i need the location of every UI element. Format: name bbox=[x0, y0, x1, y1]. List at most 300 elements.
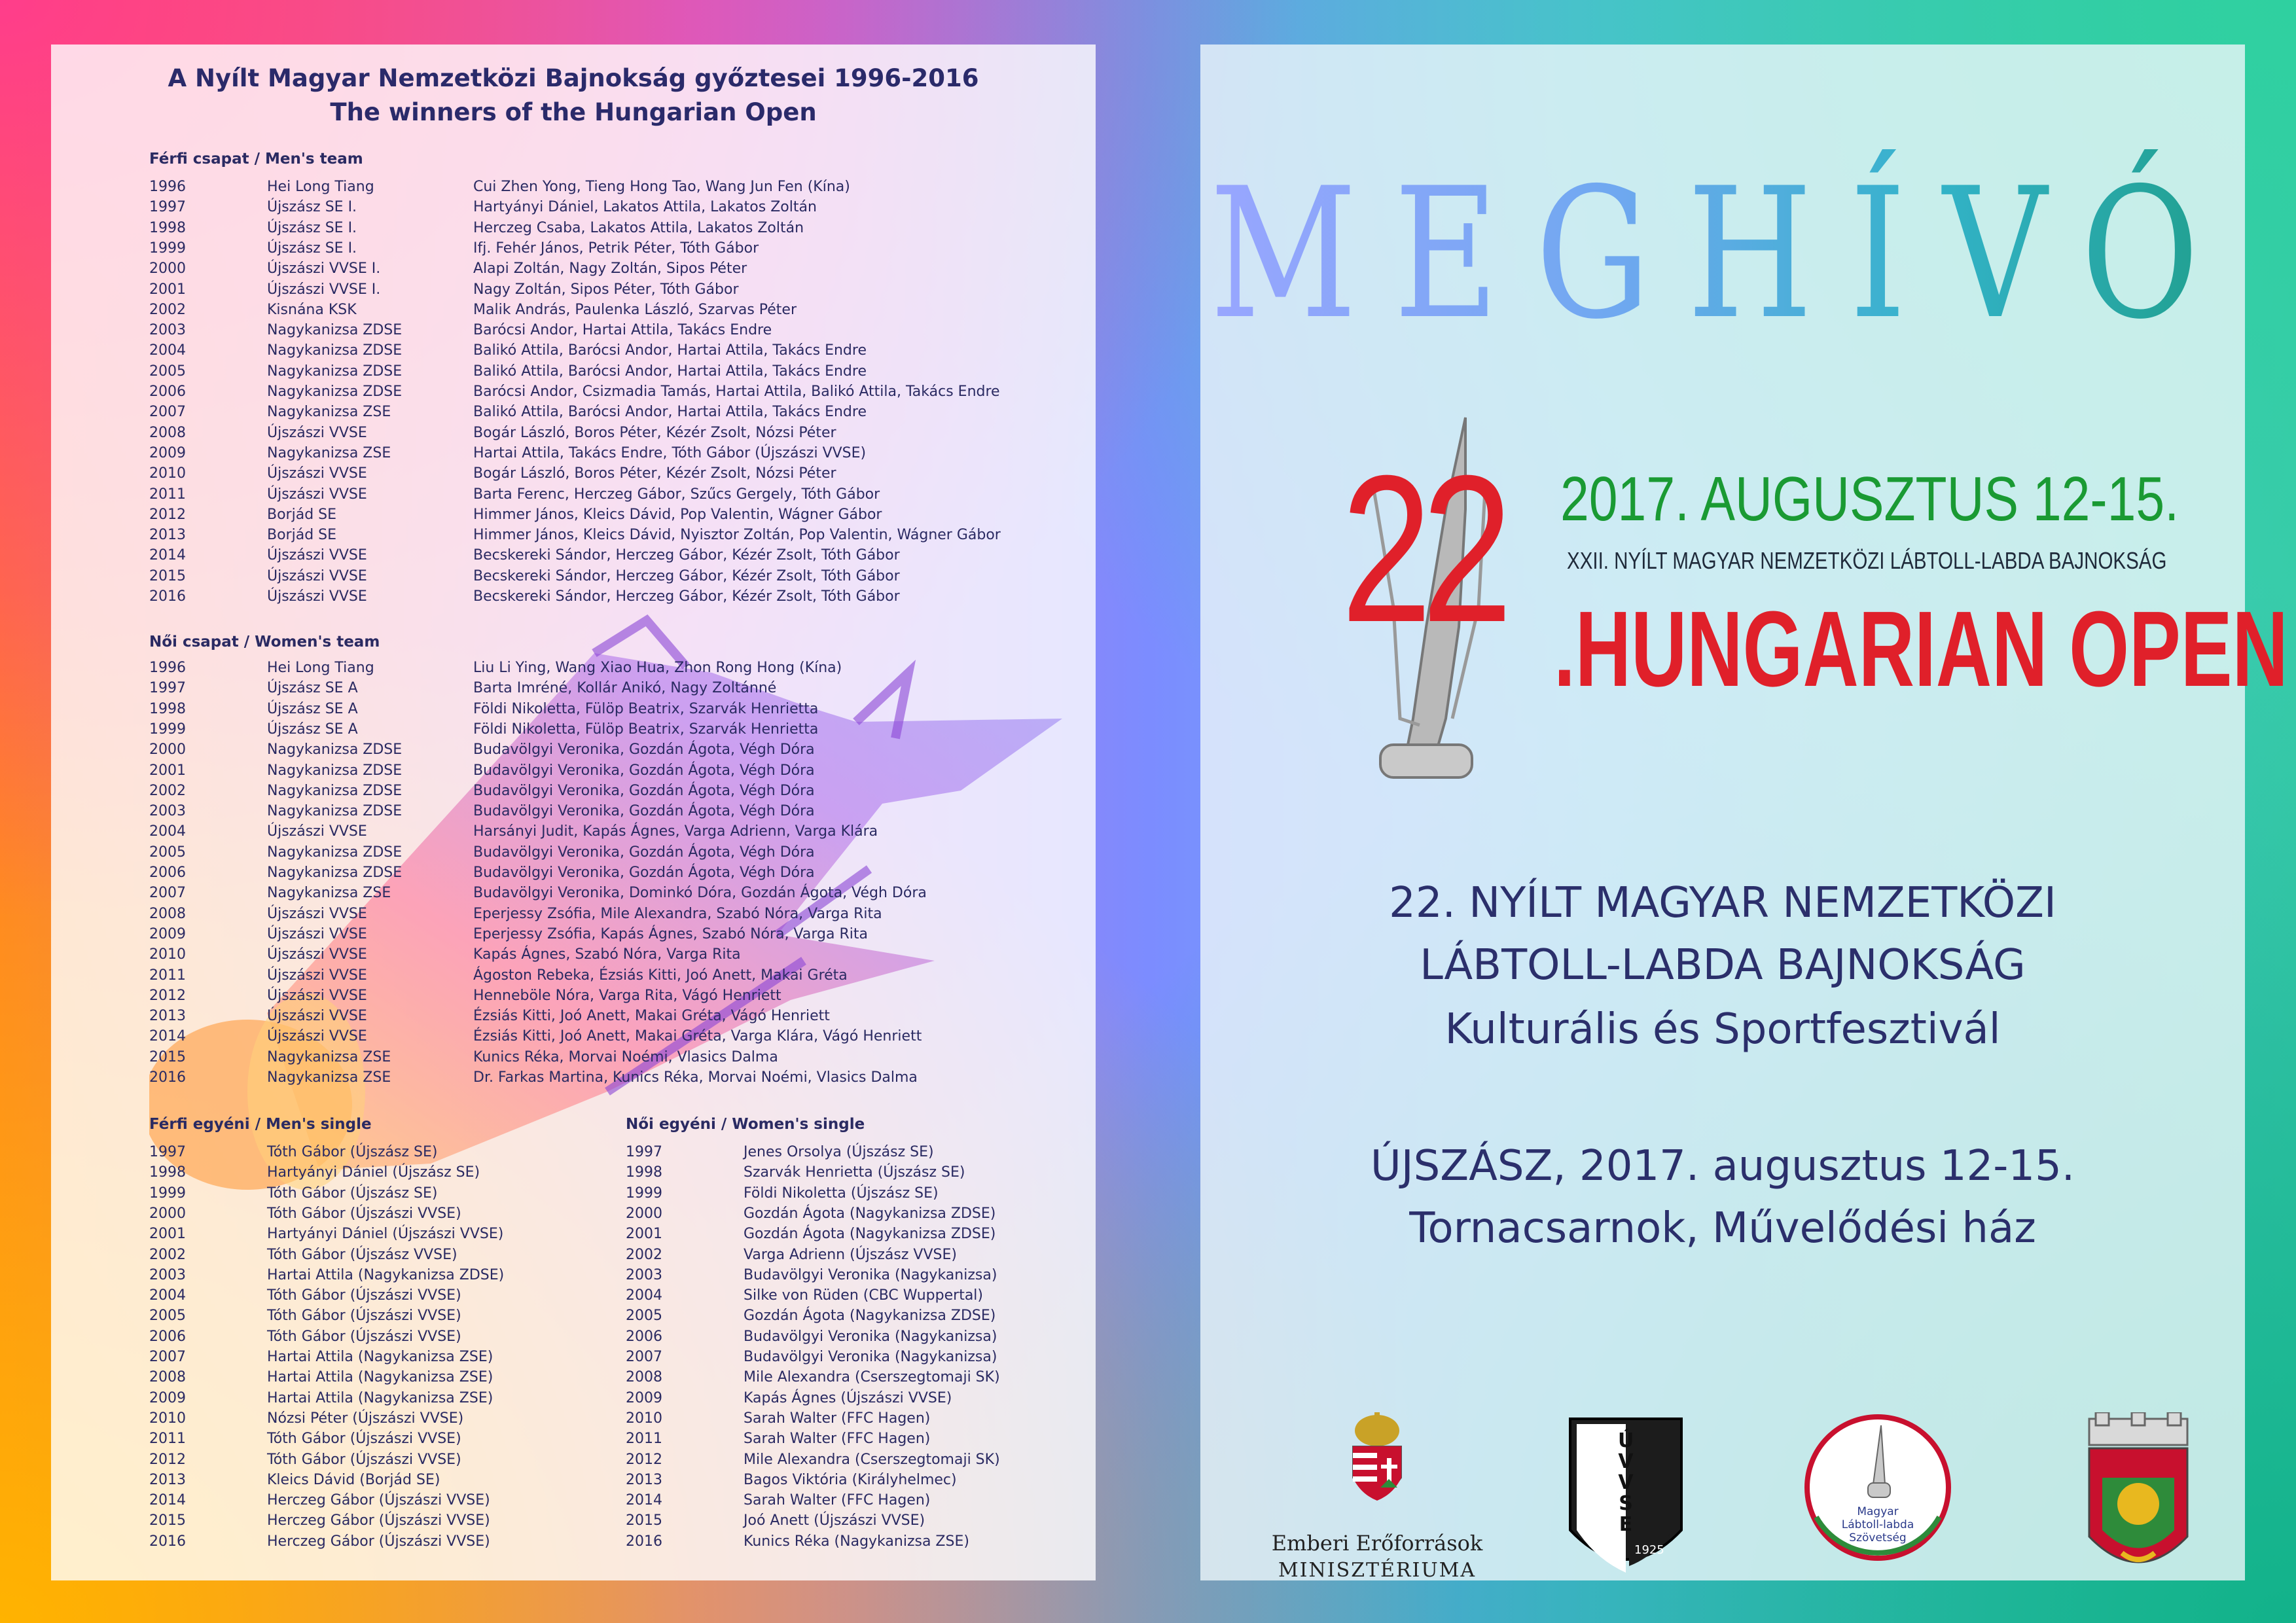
womens-team-year: 1996 bbox=[149, 660, 186, 676]
winners-title-hu: A Nyílt Magyar Nemzetközi Bajnokság győztesei 1996-2016 bbox=[168, 64, 979, 92]
womens-team-club: Újszászi VVSE bbox=[267, 925, 367, 942]
womens-single-row bbox=[626, 1247, 992, 1267]
mens-team-players: Becskereki Sándor, Herczeg Gábor, Kézér Zsolt, Tóth Gábor bbox=[473, 567, 900, 584]
mens-team-club: Újszászi VVSE I. bbox=[267, 260, 381, 277]
mens-team-year: 2006 bbox=[149, 383, 186, 400]
womens-team-club: Újszász SE A bbox=[267, 700, 358, 717]
mens-single-year: 2011 bbox=[149, 1431, 186, 1448]
town-coat-of-arms bbox=[2083, 1412, 2194, 1589]
womens-team-year: 1997 bbox=[149, 680, 186, 697]
womens-team-club: Nagykanizsa ZDSE bbox=[267, 762, 403, 779]
mens-team-players: Cui Zhen Yong, Tieng Hong Tao, Wang Jun Fen (Kína) bbox=[473, 179, 850, 195]
event-line-3: Kulturális és Sportfesztivál bbox=[1444, 1005, 2001, 1054]
mens-single-year: 2002 bbox=[149, 1246, 186, 1263]
womens-single-row bbox=[626, 1349, 997, 1369]
womens-single-year: 2008 bbox=[626, 1369, 662, 1386]
womens-single-row bbox=[626, 1390, 992, 1410]
womens-single-winner: Budavölgyi Veronika (Nagykanizsa) bbox=[744, 1328, 997, 1345]
womens-team-row bbox=[149, 803, 1079, 823]
mens-single-year: 2006 bbox=[149, 1328, 186, 1345]
mens-single-winner: Hartai Attila (Nagykanizsa ZSE) bbox=[267, 1389, 493, 1406]
womens-team-players: Barta Imréné, Kollár Anikó, Nagy Zoltánné bbox=[473, 680, 777, 697]
mens-single-row bbox=[149, 1205, 516, 1226]
womens-single-year: 2003 bbox=[626, 1266, 662, 1283]
womens-team-club: Nagykanizsa ZSE bbox=[267, 1048, 391, 1065]
mens-single-year: 1999 bbox=[149, 1185, 186, 1202]
mens-single-winner: Nózsi Péter (Újszászi VVSE) bbox=[267, 1410, 464, 1427]
womens-single-year: 2014 bbox=[626, 1492, 662, 1509]
womens-team-club: Nagykanizsa ZDSE bbox=[267, 844, 403, 861]
womens-single-row bbox=[626, 1410, 992, 1431]
womens-team-players: Henneböle Nóra, Varga Rita, Vágó Henriett bbox=[473, 987, 781, 1004]
mens-single-winner: Hartyányi Dániel (Újszász SE) bbox=[267, 1164, 480, 1181]
mens-team-players: Balikó Attila, Barócsi Andor, Hartai Attila, Takács Endre bbox=[473, 342, 867, 359]
mens-team-club: Újszászi VVSE bbox=[267, 547, 367, 564]
mens-single-winner: Tóth Gábor (Újszász SE) bbox=[267, 1185, 438, 1202]
mens-single-winner: Herczeg Gábor (Újszászi VVSE) bbox=[267, 1533, 490, 1550]
womens-single-year: 2009 bbox=[626, 1389, 662, 1406]
womens-team-year: 2003 bbox=[149, 803, 186, 820]
ministry-caption-line1: Emberi Erőforrások bbox=[1271, 1531, 1483, 1556]
mens-team-club: Újszász SE I. bbox=[267, 240, 357, 257]
mens-team-club: Újszászi VVSE bbox=[267, 424, 367, 441]
mens-team-players: Herczeg Csaba, Lakatos Attila, Lakatos Zoltán bbox=[473, 219, 804, 236]
mens-team-year: 1999 bbox=[149, 240, 186, 257]
womens-single-year: 1999 bbox=[626, 1185, 662, 1202]
mens-single-winner: Tóth Gábor (Újszász VVSE) bbox=[267, 1246, 457, 1263]
mens-single-winner: Tóth Gábor (Újszászi VVSE) bbox=[267, 1431, 461, 1448]
womens-single-row bbox=[626, 1185, 992, 1205]
mens-team-club: Újszász SE I. bbox=[267, 199, 357, 216]
mens-team-players: Himmer János, Kleics Dávid, Nyisztor Zoltán, Pop Valentin, Wágner Gábor bbox=[473, 527, 1001, 544]
womens-team-players: Budavölgyi Veronika, Gozdán Ágota, Végh Dóra bbox=[473, 762, 815, 779]
mens-team-row bbox=[149, 507, 1079, 527]
mens-team-club: Újszászi VVSE bbox=[267, 465, 367, 482]
mens-single-year: 2016 bbox=[149, 1533, 186, 1550]
womens-single-winner: Sarah Walter (FFC Hagen) bbox=[744, 1431, 931, 1448]
womens-team-row bbox=[149, 741, 1079, 762]
mens-team-year: 2013 bbox=[149, 527, 186, 544]
womens-team-club: Újszászi VVSE bbox=[267, 1008, 367, 1025]
womens-single-row bbox=[626, 1451, 1000, 1472]
mens-single-row bbox=[149, 1329, 516, 1349]
mens-team-row bbox=[149, 404, 1079, 424]
womens-team-players: Budavölgyi Veronika, Gozdán Ágota, Végh Dóra bbox=[473, 741, 815, 758]
mens-team-row bbox=[149, 363, 1079, 383]
womens-team-row bbox=[149, 762, 1079, 783]
womens-team-year: 2004 bbox=[149, 823, 186, 840]
mens-single-winner: Tóth Gábor (Újszászi VVSE) bbox=[267, 1287, 461, 1304]
mens-team-players: Hartyányi Dániel, Lakatos Attila, Lakatos Zoltán bbox=[473, 199, 817, 216]
mens-team-year: 2008 bbox=[149, 424, 186, 441]
mens-single-row bbox=[149, 1185, 516, 1205]
womens-team-year: 2008 bbox=[149, 905, 186, 922]
event-place-date: ÚJSZÁSZ, 2017. augusztus 12-15. bbox=[1370, 1142, 2075, 1190]
womens-team-row bbox=[149, 1028, 1079, 1048]
womens-team-players: Budavölgyi Veronika, Gozdán Ágota, Végh Dóra bbox=[473, 865, 815, 881]
mens-single-row bbox=[149, 1308, 516, 1328]
federation-caption-line2: Lábtoll-labda bbox=[1841, 1518, 1914, 1531]
womens-single-row bbox=[626, 1164, 992, 1185]
mens-team-players: Becskereki Sándor, Herczeg Gábor, Kézér Zsolt, Tóth Gábor bbox=[473, 588, 900, 605]
womens-single-heading: Női egyéni / Women's single bbox=[626, 1116, 865, 1133]
womens-single-winner: Gozdán Ágota (Nagykanizsa ZDSE) bbox=[744, 1308, 996, 1325]
womens-team-players: Dr. Farkas Martina, Kunics Réka, Morvai Noémi, Vlasics Dalma bbox=[473, 1069, 918, 1086]
mens-team-year: 2016 bbox=[149, 588, 186, 605]
town-shield-icon bbox=[2083, 1412, 2194, 1589]
womens-single-winner: Kunics Réka (Nagykanizsa ZSE) bbox=[744, 1533, 969, 1550]
womens-team-club: Hei Long Tiang bbox=[267, 660, 374, 676]
womens-single-row bbox=[626, 1328, 997, 1349]
mens-single-row bbox=[149, 1164, 516, 1185]
mens-single-winner: Tóth Gábor (Újszászi VVSE) bbox=[267, 1451, 461, 1468]
hungarian-coat-of-arms-icon bbox=[1348, 1412, 1407, 1510]
womens-single-winner: Szarvák Henrietta (Újszász SE) bbox=[744, 1164, 965, 1181]
womens-single-year: 2002 bbox=[626, 1246, 662, 1263]
womens-team-year: 2016 bbox=[149, 1069, 186, 1086]
mens-team-players: Ifj. Fehér János, Petrik Péter, Tóth Gábor bbox=[473, 240, 759, 257]
mens-single-row bbox=[149, 1349, 516, 1369]
mens-team-year: 2009 bbox=[149, 444, 186, 461]
mens-team-club: Nagykanizsa ZDSE bbox=[267, 322, 403, 339]
mens-single-year: 2013 bbox=[149, 1471, 186, 1488]
mens-team-club: Újszászi VVSE bbox=[267, 567, 367, 584]
womens-team-players: Földi Nikoletta, Fülöp Beatrix, Szarvák Henrietta bbox=[473, 721, 819, 738]
womens-team-row bbox=[149, 967, 1079, 988]
mens-single-row bbox=[149, 1512, 516, 1533]
federation-caption-line1: Magyar bbox=[1857, 1505, 1899, 1518]
mens-team-row bbox=[149, 588, 1079, 609]
womens-team-row bbox=[149, 865, 1079, 885]
womens-team-club: Újszászi VVSE bbox=[267, 946, 367, 963]
mens-team-year: 2004 bbox=[149, 342, 186, 359]
womens-single-year: 1997 bbox=[626, 1144, 662, 1160]
mens-single-row bbox=[149, 1492, 516, 1512]
mens-team-club: Nagykanizsa ZDSE bbox=[267, 383, 403, 400]
womens-team-club: Újszászi VVSE bbox=[267, 905, 367, 922]
womens-team-players: Liu Li Ying, Wang Xiao Hua, Zhon Rong Hong (Kína) bbox=[473, 660, 842, 676]
mens-team-row bbox=[149, 179, 1079, 199]
womens-team-club: Újszászi VVSE bbox=[267, 823, 367, 840]
mens-team-row bbox=[149, 445, 1079, 465]
womens-team-year: 2002 bbox=[149, 782, 186, 799]
mens-team-players: Bogár László, Boros Péter, Kézér Zsolt, Nózsi Péter bbox=[473, 424, 836, 441]
mens-team-players: Malik András, Paulenka László, Szarvas Péter bbox=[473, 301, 797, 318]
womens-team-row bbox=[149, 988, 1079, 1008]
mens-team-row bbox=[149, 465, 1079, 486]
womens-single-row bbox=[626, 1492, 992, 1512]
womens-team-row bbox=[149, 1049, 1079, 1069]
womens-single-year: 2001 bbox=[626, 1226, 662, 1243]
womens-team-players: Ágoston Rebeka, Ézsiás Kitti, Joó Anett, Makai Gréta bbox=[473, 967, 848, 984]
womens-team-heading: Női csapat / Women's team bbox=[149, 633, 380, 651]
mens-team-players: Hartai Attila, Takács Endre, Tóth Gábor (Újszászi VVSE) bbox=[473, 444, 867, 461]
mens-single-winner: Hartyányi Dániel (Újszászi VVSE) bbox=[267, 1226, 504, 1243]
womens-team-year: 2005 bbox=[149, 844, 186, 861]
womens-team-row bbox=[149, 906, 1079, 926]
mens-single-row bbox=[149, 1410, 516, 1431]
womens-single-winner: Bagos Viktória (Királyhelmec) bbox=[744, 1471, 957, 1488]
event-line-1: 22. NYÍLT MAGYAR NEMZETKÖZI bbox=[1389, 879, 2056, 927]
womens-team-club: Nagykanizsa ZDSE bbox=[267, 865, 403, 881]
womens-single-winner: Varga Adrienn (Újszász VVSE) bbox=[744, 1246, 957, 1263]
federation-logo bbox=[1803, 1412, 1953, 1563]
womens-team-row bbox=[149, 680, 1079, 700]
womens-single-year: 2005 bbox=[626, 1308, 662, 1325]
mens-single-winner: Tóth Gábor (Újszászi VVSE) bbox=[267, 1205, 461, 1222]
ministry-logo bbox=[1246, 1412, 1508, 1582]
mens-team-players: Barócsi Andor, Hartai Attila, Takács Endre bbox=[473, 322, 772, 339]
uvvse-year: 1925 bbox=[1634, 1543, 1664, 1557]
mens-team-club: Hei Long Tiang bbox=[267, 179, 374, 195]
womens-team-players: Eperjessy Zsófia, Kapás Ágnes, Szabó Nóra, Varga Rita bbox=[473, 925, 868, 942]
mens-team-players: Balikó Attila, Barócsi Andor, Hartai Attila, Takács Endre bbox=[473, 404, 867, 421]
mens-single-row bbox=[149, 1431, 516, 1451]
mens-single-winner: Tóth Gábor (Újszászi VVSE) bbox=[267, 1328, 461, 1345]
womens-single-winner: Joó Anett (Újszászi VVSE) bbox=[744, 1512, 925, 1529]
womens-team-year: 1998 bbox=[149, 700, 186, 717]
mens-team-year: 1998 bbox=[149, 219, 186, 236]
event-subtitle: XXII. NYÍLT MAGYAR NEMZETKÖZI LÁBTOLL-LABDA BAJNOKSÁG bbox=[1567, 547, 2167, 574]
mens-single-winner: Hartai Attila (Nagykanizsa ZDSE) bbox=[267, 1266, 505, 1283]
womens-single-row bbox=[626, 1226, 996, 1246]
womens-team-row bbox=[149, 783, 1079, 803]
mens-team-year: 1996 bbox=[149, 179, 186, 195]
womens-single-winner: Gozdán Ágota (Nagykanizsa ZDSE) bbox=[744, 1205, 996, 1222]
womens-team-row bbox=[149, 701, 1079, 721]
mens-team-row bbox=[149, 568, 1079, 588]
womens-single-year: 1998 bbox=[626, 1164, 662, 1181]
mens-team-year: 2001 bbox=[149, 281, 186, 298]
winners-title-en: The winners of the Hungarian Open bbox=[330, 98, 817, 126]
mens-team-year: 2010 bbox=[149, 465, 186, 482]
womens-team-club: Újszászi VVSE bbox=[267, 987, 367, 1004]
mens-team-year: 2007 bbox=[149, 404, 186, 421]
mens-single-winner: Herczeg Gábor (Újszászi VVSE) bbox=[267, 1512, 490, 1529]
mens-single-row bbox=[149, 1267, 516, 1287]
womens-team-year: 2014 bbox=[149, 1028, 186, 1045]
mens-single-winner: Herczeg Gábor (Újszászi VVSE) bbox=[267, 1492, 490, 1509]
womens-single-row bbox=[626, 1205, 996, 1226]
federation-caption-line3: Szövetség bbox=[1849, 1531, 1907, 1544]
womens-single-winner: Gozdán Ágota (Nagykanizsa ZDSE) bbox=[744, 1226, 996, 1243]
mens-team-club: Borjád SE bbox=[267, 527, 337, 544]
womens-single-year: 2000 bbox=[626, 1205, 662, 1222]
womens-single-row bbox=[626, 1266, 997, 1287]
womens-team-year: 2006 bbox=[149, 865, 186, 881]
invitation-title: MEGHÍVÓ bbox=[1200, 149, 2245, 359]
mens-team-row bbox=[149, 220, 1079, 240]
mens-single-row bbox=[149, 1247, 516, 1267]
womens-team-players: Harsányi Judit, Kapás Ágnes, Varga Adrienn, Varga Klára bbox=[473, 823, 878, 840]
mens-team-club: Borjád SE bbox=[267, 506, 337, 523]
mens-single-row bbox=[149, 1144, 516, 1164]
mens-team-year: 1997 bbox=[149, 199, 186, 216]
mens-single-year: 2012 bbox=[149, 1451, 186, 1468]
mens-team-row bbox=[149, 240, 1079, 260]
mens-single-winner: Tóth Gábor (Újszászi VVSE) bbox=[267, 1308, 461, 1325]
womens-team-club: Újszász SE A bbox=[267, 721, 358, 738]
mens-single-winner: Kleics Dávid (Borjád SE) bbox=[267, 1471, 440, 1488]
mens-team-players: Balikó Attila, Barócsi Andor, Hartai Attila, Takács Endre bbox=[473, 363, 867, 380]
womens-team-players: Kapás Ágnes, Szabó Nóra, Varga Rita bbox=[473, 946, 741, 963]
womens-single-year: 2011 bbox=[626, 1431, 662, 1448]
womens-single-year: 2007 bbox=[626, 1349, 662, 1365]
mens-team-club: Kisnána KSK bbox=[267, 301, 357, 318]
womens-single-row bbox=[626, 1533, 992, 1554]
mens-single-row bbox=[149, 1533, 516, 1554]
womens-team-club: Újszász SE A bbox=[267, 680, 358, 697]
womens-single-winner: Silke von Rüden (CBC Wuppertal) bbox=[744, 1287, 983, 1304]
womens-single-winner: Jenes Orsolya (Újszász SE) bbox=[744, 1144, 934, 1160]
mens-team-row bbox=[149, 547, 1079, 567]
mens-single-year: 2014 bbox=[149, 1492, 186, 1509]
womens-single-row bbox=[626, 1431, 992, 1451]
mens-team-players: Himmer János, Kleics Dávid, Pop Valentin, Wágner Gábor bbox=[473, 506, 882, 523]
womens-team-year: 2012 bbox=[149, 987, 186, 1004]
mens-team-year: 2003 bbox=[149, 322, 186, 339]
womens-single-row bbox=[626, 1472, 992, 1492]
mens-single-year: 1998 bbox=[149, 1164, 186, 1181]
uvvse-letters: ÚVVSE bbox=[1618, 1429, 1634, 1536]
mens-single-year: 2003 bbox=[149, 1266, 186, 1283]
mens-team-year: 2002 bbox=[149, 301, 186, 318]
mens-single-year: 2010 bbox=[149, 1410, 186, 1427]
mens-single-year: 2008 bbox=[149, 1369, 186, 1386]
womens-single-winner: Sarah Walter (FFC Hagen) bbox=[744, 1410, 931, 1427]
winners-panel bbox=[51, 45, 1096, 1580]
mens-team-club: Nagykanizsa ZSE bbox=[267, 444, 391, 461]
mens-team-row bbox=[149, 425, 1079, 445]
mens-team-club: Újszászi VVSE bbox=[267, 588, 367, 605]
mens-single-row bbox=[149, 1226, 516, 1246]
mens-single-year: 2005 bbox=[149, 1308, 186, 1325]
mens-team-row bbox=[149, 342, 1079, 363]
womens-team-players: Budavölgyi Veronika, Gozdán Ágota, Végh Dóra bbox=[473, 782, 815, 799]
mens-single-row bbox=[149, 1390, 516, 1410]
mens-single-row bbox=[149, 1369, 516, 1389]
mens-team-year: 2005 bbox=[149, 363, 186, 380]
mens-single-year: 2001 bbox=[149, 1226, 186, 1243]
edition-number: 22 bbox=[1341, 431, 1503, 666]
womens-team-players: Budavölgyi Veronika, Dominkó Dóra, Gozdán Ágota, Végh Dóra bbox=[473, 885, 927, 902]
womens-team-row bbox=[149, 885, 1079, 905]
mens-single-winner: Tóth Gábor (Újszász SE) bbox=[267, 1144, 438, 1160]
womens-single-winner: Földi Nikoletta (Újszász SE) bbox=[744, 1185, 939, 1202]
womens-team-club: Nagykanizsa ZDSE bbox=[267, 782, 403, 799]
mens-team-players: Bogár László, Boros Péter, Kézér Zsolt, Nózsi Péter bbox=[473, 465, 836, 482]
event-line-2: LÁBTOLL-LABDA BAJNOKSÁG bbox=[1420, 941, 2026, 990]
womens-team-row bbox=[149, 1069, 1079, 1090]
mens-team-club: Újszász SE I. bbox=[267, 219, 357, 236]
mens-team-year: 2011 bbox=[149, 486, 186, 503]
mens-team-year: 2000 bbox=[149, 260, 186, 277]
womens-single-year: 2012 bbox=[626, 1451, 662, 1468]
womens-team-players: Ézsiás Kitti, Joó Anett, Makai Gréta, Varga Klára, Vágó Henriett bbox=[473, 1028, 922, 1045]
mens-team-row bbox=[149, 383, 1079, 404]
mens-single-heading: Férfi egyéni / Men's single bbox=[149, 1116, 372, 1133]
womens-team-club: Nagykanizsa ZSE bbox=[267, 1069, 391, 1086]
womens-team-year: 2007 bbox=[149, 885, 186, 902]
mens-team-players: Alapi Zoltán, Nagy Zoltán, Sipos Péter bbox=[473, 260, 747, 277]
mens-team-year: 2012 bbox=[149, 506, 186, 523]
mens-team-club: Újszászi VVSE bbox=[267, 486, 367, 503]
mens-single-row bbox=[149, 1472, 516, 1492]
womens-team-club: Újszászi VVSE bbox=[267, 967, 367, 984]
hungarian-open-title: .HUNGARIAN OPEN bbox=[1554, 589, 2288, 709]
womens-single-winner: Mile Alexandra (Cserszegtomaji SK) bbox=[744, 1369, 1000, 1386]
womens-team-year: 1999 bbox=[149, 721, 186, 738]
womens-team-row bbox=[149, 926, 1079, 946]
womens-single-winner: Sarah Walter (FFC Hagen) bbox=[744, 1492, 931, 1509]
womens-single-row bbox=[626, 1369, 1000, 1389]
womens-team-row bbox=[149, 844, 1079, 865]
womens-team-players: Budavölgyi Veronika, Gozdán Ágota, Végh Dóra bbox=[473, 844, 815, 861]
womens-team-year: 2001 bbox=[149, 762, 186, 779]
mens-team-players: Barta Ferenc, Herczeg Gábor, Szűcs Gergely, Tóth Gábor bbox=[473, 486, 880, 503]
mens-single-row bbox=[149, 1287, 516, 1308]
womens-team-year: 2010 bbox=[149, 946, 186, 963]
mens-team-row bbox=[149, 527, 1079, 547]
mens-team-club: Újszászi VVSE I. bbox=[267, 281, 381, 298]
mens-team-club: Nagykanizsa ZSE bbox=[267, 404, 391, 421]
event-venue: Tornacsarnok, Művelődési ház bbox=[1409, 1204, 2036, 1253]
womens-team-players: Eperjessy Zsófia, Mile Alexandra, Szabó Nóra, Varga Rita bbox=[473, 905, 882, 922]
womens-team-club: Nagykanizsa ZDSE bbox=[267, 741, 403, 758]
womens-team-players: Budavölgyi Veronika, Gozdán Ágota, Végh Dóra bbox=[473, 803, 815, 820]
mens-team-heading: Férfi csapat / Men's team bbox=[149, 151, 363, 168]
womens-team-players: Ézsiás Kitti, Joó Anett, Makai Gréta, Vágó Henriett bbox=[473, 1008, 830, 1025]
womens-single-row bbox=[626, 1512, 992, 1533]
mens-team-players: Nagy Zoltán, Sipos Péter, Tóth Gábor bbox=[473, 281, 739, 298]
mens-single-winner: Hartai Attila (Nagykanizsa ZSE) bbox=[267, 1349, 493, 1365]
mens-team-year: 2015 bbox=[149, 567, 186, 584]
mens-single-row bbox=[149, 1452, 516, 1472]
invitation-panel bbox=[1200, 45, 2288, 1582]
mens-single-year: 2000 bbox=[149, 1205, 186, 1222]
event-date-banner: 2017. AUGUSZTUS 12-15. bbox=[1560, 464, 2179, 534]
womens-team-year: 2015 bbox=[149, 1048, 186, 1065]
womens-team-row bbox=[149, 1008, 1079, 1028]
womens-team-players: Kunics Réka, Morvai Noémi, Vlasics Dalma bbox=[473, 1048, 778, 1065]
womens-single-row bbox=[626, 1308, 996, 1328]
mens-team-players: Barócsi Andor, Csizmadia Tamás, Hartai Attila, Balikó Attila, Takács Endre bbox=[473, 383, 1000, 400]
womens-team-row bbox=[149, 660, 1079, 680]
federation-caption bbox=[1803, 1505, 1953, 1544]
womens-team-year: 2013 bbox=[149, 1008, 186, 1025]
mens-single-year: 2009 bbox=[149, 1389, 186, 1406]
womens-team-club: Nagykanizsa ZDSE bbox=[267, 803, 403, 820]
womens-team-row bbox=[149, 721, 1079, 741]
womens-single-winner: Mile Alexandra (Cserszegtomaji SK) bbox=[744, 1451, 1000, 1468]
womens-team-club: Nagykanizsa ZSE bbox=[267, 885, 391, 902]
mens-team-club: Nagykanizsa ZDSE bbox=[267, 363, 403, 380]
mens-team-row bbox=[149, 260, 1079, 281]
mens-team-row bbox=[149, 281, 1079, 302]
mens-team-row bbox=[149, 302, 1079, 322]
womens-single-year: 2004 bbox=[626, 1287, 662, 1304]
mens-single-year: 2004 bbox=[149, 1287, 186, 1304]
womens-team-row bbox=[149, 946, 1079, 967]
mens-single-year: 2015 bbox=[149, 1512, 186, 1529]
womens-single-row bbox=[626, 1144, 992, 1164]
womens-single-year: 2010 bbox=[626, 1410, 662, 1427]
womens-team-club: Újszászi VVSE bbox=[267, 1028, 367, 1045]
mens-team-row bbox=[149, 322, 1079, 342]
mens-team-row bbox=[149, 199, 1079, 219]
mens-single-year: 1997 bbox=[149, 1144, 186, 1160]
womens-single-winner: Kapás Ágnes (Újszászi VVSE) bbox=[744, 1389, 952, 1406]
